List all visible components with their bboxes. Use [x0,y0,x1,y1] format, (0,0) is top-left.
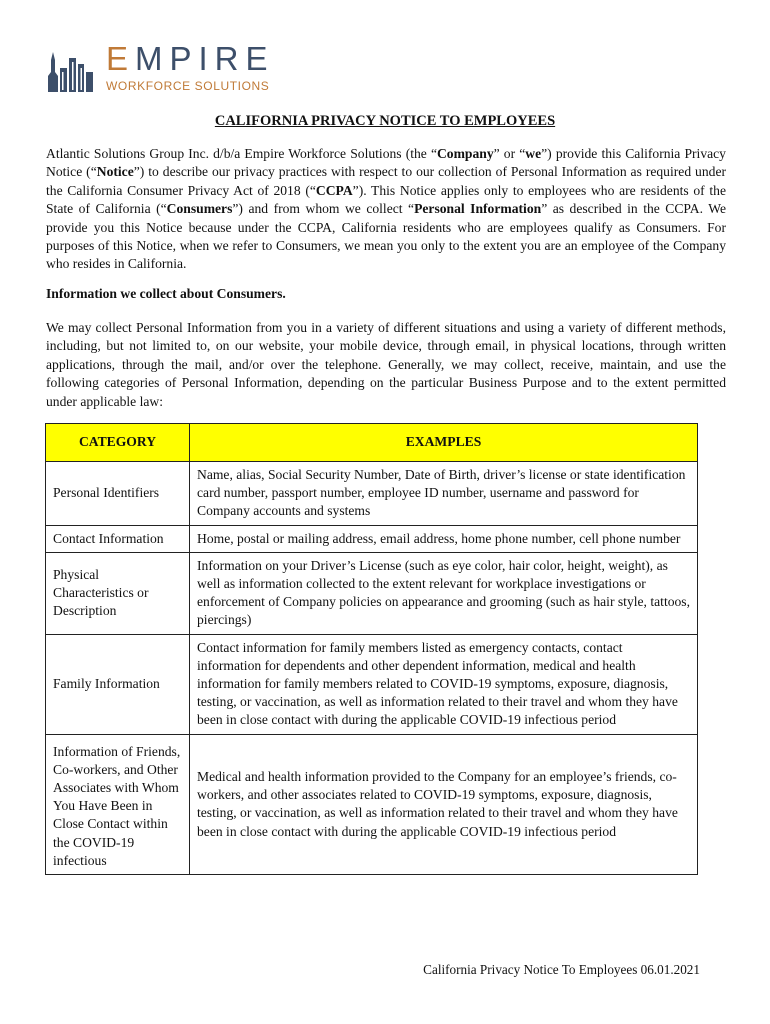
table-row [46,552,698,634]
table-row [46,634,698,734]
intro-term-personal-information: Personal Information [414,201,542,217]
section-heading: Information we collect about Consumers. [46,286,286,301]
intro-paragraph [46,145,726,274]
intro-term-notice: Notice [96,164,134,180]
examples-cell: Contact information for family members listed as emergency contacts, contact information for dependents and other dependent information, medical and health information for family members related to COVID-19 symptoms, exposure, diagnosis, testing, or vaccination, as well as information related to their travel and whom they have been in close contact with during the applicable COVID-19 infectious period [190,634,698,734]
intro-text: ” or “ [493,146,526,161]
intro-term-company: Company [436,146,494,161]
header-category: CATEGORY [46,424,190,462]
city-skyline-icon [46,46,96,94]
category-cell: Physical Characteristics or Description [46,552,190,634]
intro-text: Atlantic Solutions Group Inc. d/b/a Empire Workforce Solutions (the “ [46,146,437,161]
intro-text: ”) provide this California Privacy Notice (“ [46,146,726,180]
table-row [46,525,698,552]
section-paragraph: We may collect Personal Information from you in a variety of different situations and using a variety of different methods, including, but not limited to, on our website, your mobile device, through email, in physical locations, through written applications, through the mail, and/or over the telephone. Generally, we may collect, receive, maintain, and use the following categories of Personal Information, depending on the particular Business Purpose and to the extent permitted under applicable law: [46,320,726,409]
intro-term-consumers: Consumers [166,201,233,217]
page-footer: California Privacy Notice To Employees 06.01.2021 [423,962,700,977]
logo-wordmark [106,40,275,78]
company-logo [46,40,286,94]
table-header-row [46,424,698,462]
intro-text: ” as described in the CCPA. We provide you this Notice because under the CCPA, California residents who are employees qualify as Consumers. For purposes of this Notice, when we refer to Consumers, we mean you only to the extent you are an employee of the Company who resides in California. [46,201,726,272]
category-cell: Information of Friends, Co-workers, and Other Associates with Whom You Have Been in Close Contact within the COVID-19 infectious [46,734,190,874]
categories-table [45,423,698,875]
category-cell: Personal Identifiers [46,462,190,526]
intro-text: ”) and from whom we collect “ [232,201,415,217]
table-row [46,462,698,526]
examples-cell: Medical and health information provided to the Company for an employee’s friends, co-workers, and other associates related to COVID-19 symptoms, exposure, diagnosis, testing, or vaccination, as well as information related to their travel and whom they have been in close contact with during the applicable COVID-19 infectious period [190,734,698,874]
intro-text: ”). This Notice applies only to employees who are residents of the State of California (“ [46,182,726,217]
intro-term-ccpa: CCPA [315,182,353,198]
intro-text: ”) to describe our privacy practices with respect to our collection of Personal Information as required under the California Consumer Privacy Act of 2018 (“ [46,164,727,198]
examples-cell: Information on your Driver’s License (such as eye color, hair color, height, weight), as well as information collected to the extent relevant for workplace investigations or enforcement of Company policies on appearance and grooming (such as hair style, tattoos, piercings) [190,552,698,634]
logo-wordmark-e: E [106,40,136,77]
intro-term-we: we [525,146,542,161]
page-title: CALIFORNIA PRIVACY NOTICE TO EMPLOYEES [214,113,556,129]
logo-wordmark-rest: MPIRE [135,40,275,77]
category-cell: Family Information [46,634,190,734]
examples-cell: Home, postal or mailing address, email address, home phone number, cell phone number [190,525,698,552]
header-examples: EXAMPLES [190,424,698,462]
table-row [46,734,698,874]
examples-cell: Name, alias, Social Security Number, Date of Birth, driver’s license or state identification card number, passport number, employee ID number, username and password for Company accounts and systems [190,462,698,526]
category-cell: Contact Information [46,525,190,552]
logo-subtitle: WORKFORCE SOLUTIONS [106,79,270,93]
